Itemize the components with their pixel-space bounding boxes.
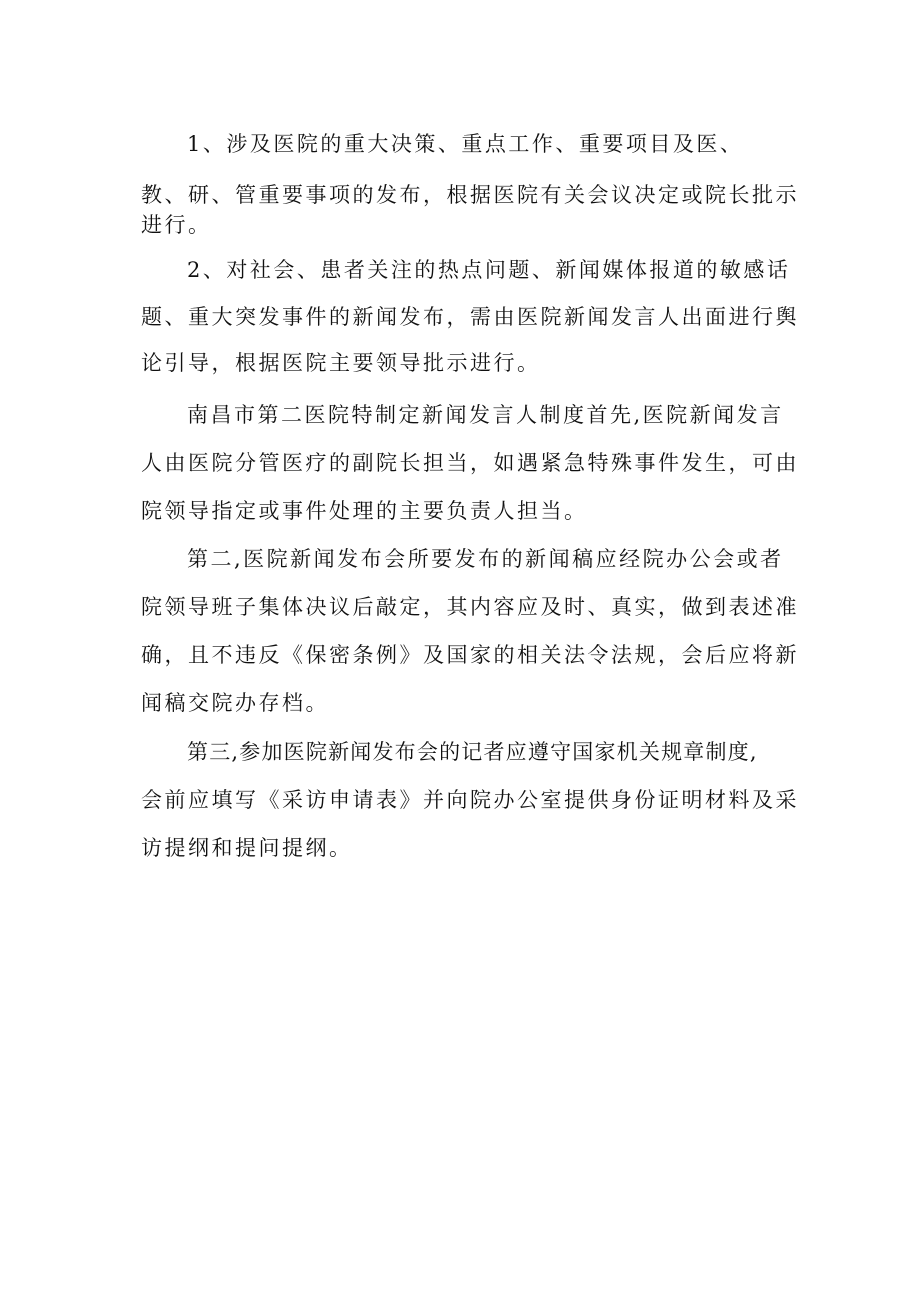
paragraph-2-line-2: 题、重大突发事件的新闻发布，需由医院新闻发言人出面进行舆 <box>141 305 799 329</box>
paragraph-3-line-1: 南昌市第二医院特制定新闻发言人制度首先,医院新闻发言 <box>187 403 784 427</box>
paragraph-2-line-3: 论引导，根据医院主要领导批示进行。 <box>141 351 541 375</box>
paragraph-3-line-2: 人由医院分管医疗的副院长担当，如遇紧急特殊事件发生，可由 <box>141 451 799 475</box>
paragraph-4-line-4: 闻稿交院办存档。 <box>141 691 329 715</box>
paragraph-1-line-3: 进行。 <box>141 213 212 237</box>
paragraph-3-line-3: 院领导指定或事件处理的主要负责人担当。 <box>141 499 588 523</box>
paragraph-2-line-1: 2、对社会、患者关注的热点问题、新闻媒体报道的敏感话 <box>187 258 791 282</box>
paragraph-4-line-3: 确，且不违反《保密条例》及国家的相关法令法规，会后应将新 <box>141 643 799 667</box>
paragraph-1-line-1: 1、涉及医院的重大决策、重点工作、重要项目及医、 <box>187 132 744 156</box>
paragraph-5-line-2: 会前应填写《采访申请表》并向院办公室提供身份证明材料及采 <box>141 788 799 812</box>
paragraph-4-line-1: 第二,医院新闻发布会所要发布的新闻稿应经院办公会或者 <box>187 547 784 571</box>
paragraph-4-line-2: 院领导班子集体决议后敲定，其内容应及时、真实，做到表述准 <box>141 595 799 619</box>
paragraph-1-line-2: 教、研、管重要事项的发布，根据医院有关会议决定或院长批示 <box>141 183 799 207</box>
paragraph-5-line-1: 第三,参加医院新闻发布会的记者应遵守国家机关规章制度, <box>187 740 758 764</box>
paragraph-5-line-3: 访提纲和提问提纲。 <box>141 836 353 860</box>
